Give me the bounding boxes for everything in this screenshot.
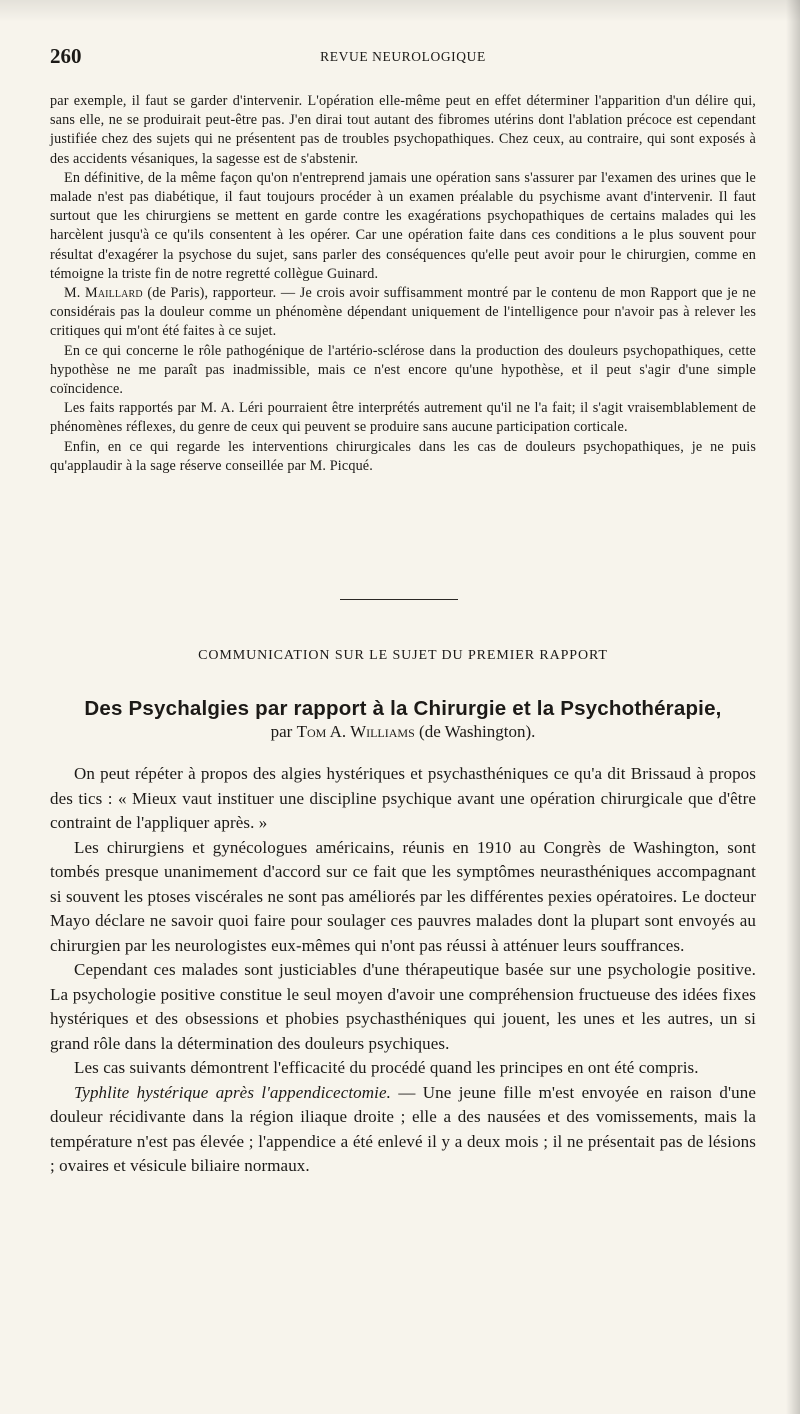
article-byline: [50, 722, 756, 742]
speaker-remarks: (de Paris), rapporteur. — Je crois avoir suffisamment montré par le contenu de mon Rapport que je ne considérais pas la douleur comme un phénomène dépendant uniquement de l'intelligence pour n'avoir pas à relever les critiques qui m'ont été faites à ce sujet.: [50, 285, 756, 340]
discussion-block: [50, 92, 756, 476]
section-heading: COMMUNICATION SUR LE SUJET DU PREMIER RAPPORT: [198, 648, 608, 663]
article-paragraph-case: [50, 1081, 756, 1179]
article-paragraph: Cependant ces malades sont justiciables d'une thérapeutique basée sur une psychologie positive. La psychologie positive constitue le seul moyen d'avoir une compréhension fructueuse des idées fixes hystériques et des obsessions et phobies psychasthéniques qui jouent, les unes et les autres, un si grand rôle dans la détermination des douleurs psychiques.: [50, 960, 756, 1053]
discussion-paragraph: En définitive, de la même façon qu'on n'entreprend jamais une opération sans s'assurer par l'examen des urines que le malade n'est pas diabétique, il faut toujours procéder à un examen préalable du psychisme avant d'intervenir. Il faut surtout que les chirurgiens se mettent en garde contre les exagérations psychopathiques de certains malades qui les harcèlent jusqu'à ce qu'ils consentent à les opérer. Car une opération faite dans ces conditions a le plus souvent pour résultat d'exagérer la psychose du sujet, sans parler des conséquences qu'elle peut avoir pour le chirurgien, comme en témoigne la triste fin de notre regretté collègue Guinard.: [50, 169, 756, 282]
section-divider: [340, 599, 458, 600]
page-number: 260: [50, 44, 82, 68]
case-heading: Typhlite hystérique après l'appendicectomie.: [74, 1082, 391, 1102]
article-title: Des Psychalgies par rapport à la Chirurgie et la Psychothérapie,: [84, 697, 722, 720]
discussion-paragraph: par exemple, il faut se garder d'intervenir. L'opération elle-même peut en effet déterminer l'apparition d'un délire qui, sans elle, ne se produirait peut-être pas. J'en dirai tout autant des fibromes utérins dont l'ablation précoce est cependant justifiée chez des sujets qui ne présentent pas de troubles psychopathiques. Chez ceux, au contraire, qui sont exposés à des accidents vésaniques, la sagesse est de s'abstenir.: [50, 93, 756, 167]
speaker-name: M. Maillard: [64, 285, 143, 302]
author-name: Tom A. Williams: [296, 722, 415, 741]
byline-suffix: (de Washington).: [414, 722, 536, 741]
running-head: REVUE NEUROLOGIQUE: [320, 49, 486, 64]
discussion-paragraph-maillard: [50, 284, 756, 342]
article-paragraph: On peut répéter à propos des algies hystériques et psychasthéniques ce qu'a dit Brissaud à propos des tics : « Mieux vaut instituer une discipline psychique avant une opération chirurgicale que d'être contraint de l'appliquer après. »: [50, 764, 756, 832]
discussion-paragraph: Enfin, en ce qui regarde les interventions chirurgicales dans les cas de douleurs psychopathiques, je ne puis qu'applaudir à la sage réserve conseillée par M. Picqué.: [50, 438, 756, 474]
page-top-shadow: [0, 0, 800, 22]
page-edge-shadow: [786, 0, 800, 1414]
article-paragraph: Les cas suivants démontrent l'efficacité du procédé quand les principes en ont été compris.: [74, 1058, 699, 1077]
article-paragraph: Les chirurgiens et gynécologues américains, réunis en 1910 au Congrès de Washington, sont tombés presque unanimement d'accord sur ce fait que les symptômes neurasthéniques accompagnant si souvent les ptoses viscérales ne sont pas améliorés par les différentes pexies opératoires. Le docteur Mayo déclare ne savoir quoi faire pour soulager ces pauvres malades dont la plupart sont envoyés au chirurgien par les neurologistes eux-mêmes qui n'ont pas réussi à atténuer leurs souffrances.: [50, 837, 756, 955]
article-body: [50, 762, 756, 1179]
case-text: — Une jeune fille m'est envoyée en raison d'une douleur récidivante dans la région iliaque droite ; elle a des nausées et des vomissements, mais la température n'est pas élevée ; l'appendice a été enlevé il y a deux mois ; il ne présentait pas de lésions ; ovaires et vésicule biliaire normaux.: [50, 1082, 756, 1175]
byline-prefix: par: [270, 722, 297, 741]
discussion-paragraph: En ce qui concerne le rôle pathogénique de l'artério-sclérose dans la production des douleurs psychopathiques, cette hypothèse ne me paraît pas inadmissible, mais ce n'est encore qu'une hypothèse, et il peut s'agir d'une simple coïncidence.: [50, 342, 756, 398]
page-header: [50, 44, 756, 74]
discussion-paragraph: Les faits rapportés par M. A. Léri pourraient être interprétés autrement qu'il ne l'a fait; il s'agit vraisemblablement de phénomènes réflexes, du genre de ceux qui peuvent se produire sans aucune participation corticale.: [50, 400, 756, 436]
